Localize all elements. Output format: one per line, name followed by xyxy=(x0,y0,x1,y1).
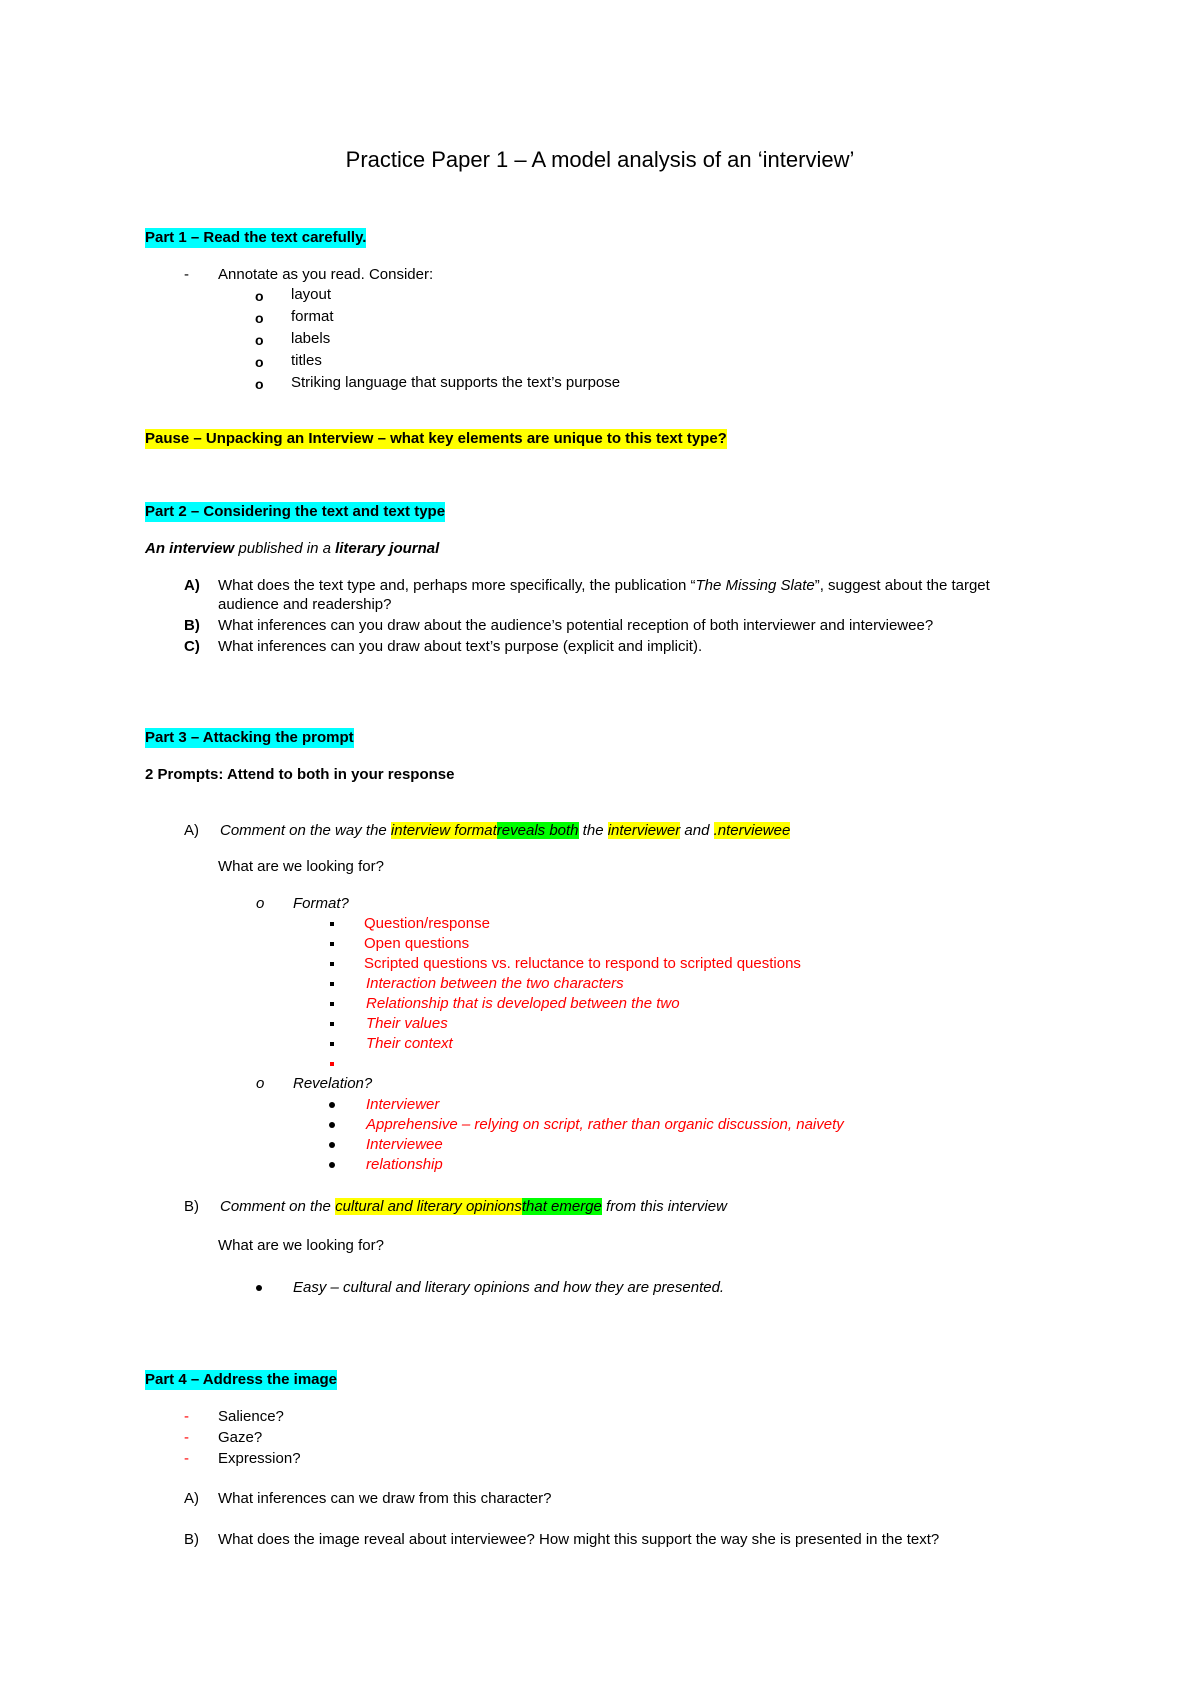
part1-bullet: o xyxy=(255,310,264,326)
part2-q-b-text: What inferences can you draw about the audience’s potential reception of both interviewer and interviewee? xyxy=(218,617,934,634)
part2-sub-c: literary journal xyxy=(335,540,440,557)
revelation-label: Revelation? xyxy=(293,1075,373,1092)
part2-q-c-text: What inferences can you draw about text’s purpose (explicit and implicit). xyxy=(218,638,703,655)
part3-heading: Part 3 – Attacking the prompt xyxy=(145,729,354,746)
square-bullet xyxy=(330,994,334,1014)
prompt-a-looking: What are we looking for? xyxy=(218,858,384,875)
part2-q-b-label: B) xyxy=(184,617,200,634)
part1-item-format: format xyxy=(291,308,334,325)
part4-q-b-text: What does the image reveal about interviewee? How might this support the way she is presented in the text? xyxy=(218,1531,940,1548)
part4-dash: - xyxy=(184,1450,189,1467)
part1-item-titles: titles xyxy=(291,352,322,369)
format-item-interaction: Interaction between the two characters xyxy=(366,975,624,992)
part1-bullet: o xyxy=(255,376,264,392)
part1-item-striking: Striking language that supports the text’s purpose xyxy=(291,374,621,391)
part4-item-salience: Salience? xyxy=(218,1408,284,1425)
square-bullet-empty xyxy=(330,1054,334,1074)
revelation-item-interviewee: Interviewee xyxy=(366,1136,443,1153)
part4-q-a-text: What inferences can we draw from this character? xyxy=(218,1490,552,1507)
part1-item-layout: layout xyxy=(291,286,332,303)
part4-dash: - xyxy=(184,1429,189,1446)
part4-heading: Part 4 – Address the image xyxy=(145,1371,338,1388)
prompt-b-text xyxy=(220,1197,727,1217)
dot-bullet xyxy=(329,1115,335,1135)
revelation-bullet: o xyxy=(256,1075,265,1092)
square-bullet xyxy=(330,1014,334,1034)
square-bullet xyxy=(330,914,334,934)
part1-intro: Annotate as you read. Consider: xyxy=(218,266,434,283)
revelation-item-apprehensive: Apprehensive – relying on script, rather than organic discussion, naivety xyxy=(366,1116,844,1133)
part2-q-a-pre: What does the text type and, perhaps more specifically, the publication “ xyxy=(218,577,696,594)
part2-q-a-line2: audience and readership? xyxy=(218,596,392,613)
part4-item-gaze: Gaze? xyxy=(218,1429,263,1446)
part1-dash: - xyxy=(184,266,189,283)
prompt-a-highlight-reveals: reveals both xyxy=(496,822,579,839)
prompt-b-item: Easy – cultural and literary opinions and how they are presented. xyxy=(293,1279,725,1296)
prompt-b-looking: What are we looking for? xyxy=(218,1237,384,1254)
part2-q-a-line1 xyxy=(218,576,990,596)
prompt-a-label: A) xyxy=(184,822,199,839)
dot-bullet xyxy=(329,1135,335,1155)
page-title: Practice Paper 1 – A model analysis of an ‘interview’ xyxy=(345,147,855,172)
prompt-a-highlight-interviewer: interviewer xyxy=(607,822,681,839)
format-bullet: o xyxy=(256,895,265,912)
part1-bullet: o xyxy=(255,288,264,304)
format-label: Format? xyxy=(293,895,349,912)
pause-heading: Pause – Unpacking an Interview – what key elements are unique to this text type? xyxy=(145,430,727,447)
part1-heading: Part 1 – Read the text carefully. xyxy=(145,229,367,246)
prompts-heading: 2 Prompts: Attend to both in your response xyxy=(145,766,455,783)
format-item-question-response: Question/response xyxy=(364,915,490,932)
dot-bullet xyxy=(256,1278,262,1298)
part4-q-a-label: A) xyxy=(184,1490,199,1507)
square-bullet xyxy=(330,934,334,954)
part1-item-labels: labels xyxy=(291,330,331,347)
revelation-item-interviewer: Interviewer xyxy=(366,1096,440,1113)
part4-item-expression: Expression? xyxy=(218,1450,301,1467)
part2-q-a-post: ”, suggest about the target xyxy=(814,577,990,594)
square-bullet xyxy=(330,974,334,994)
prompt-b-label: B) xyxy=(184,1198,199,1215)
square-bullet xyxy=(330,954,334,974)
revelation-item-relationship: relationship xyxy=(366,1156,443,1173)
prompt-b-seg: from this interview xyxy=(601,1198,727,1215)
prompt-a-text xyxy=(220,821,790,841)
prompt-b-highlight-opinions: cultural and literary opinions xyxy=(335,1198,522,1215)
part2-heading: Part 2 – Considering the text and text type xyxy=(145,503,446,520)
format-item-open-questions: Open questions xyxy=(364,935,470,952)
format-item-context: Their context xyxy=(366,1035,453,1052)
prompt-a-highlight-format: interview format xyxy=(390,822,497,839)
prompt-a-seg: the xyxy=(578,822,608,839)
part1-bullet: o xyxy=(255,354,264,370)
part4-dash: - xyxy=(184,1408,189,1425)
prompt-a-seg: and xyxy=(680,822,714,839)
part1-bullet: o xyxy=(255,332,264,348)
prompt-a-highlight-interviewee: .nterviewee xyxy=(713,822,791,839)
part2-q-c-label: C) xyxy=(184,638,200,655)
format-item-relationship: Relationship that is developed between the two xyxy=(366,995,680,1012)
part2-q-a-label: A) xyxy=(184,577,200,594)
publication-name: The Missing Slate xyxy=(695,577,815,594)
prompt-b-highlight-emerge: that emerge xyxy=(521,1198,602,1215)
part4-q-b-label: B) xyxy=(184,1531,199,1548)
part2-sub-a: An interview xyxy=(145,540,235,557)
prompt-a-seg: Comment on the way the xyxy=(220,822,391,839)
prompt-b-seg: Comment on the xyxy=(220,1198,336,1215)
square-bullet xyxy=(330,1034,334,1054)
format-item-values: Their values xyxy=(366,1015,448,1032)
format-item-scripted: Scripted questions vs. reluctance to respond to scripted questions xyxy=(364,955,801,972)
part2-sub-b: published in a xyxy=(234,540,336,557)
part2-subheading xyxy=(145,539,439,559)
dot-bullet xyxy=(329,1155,335,1175)
dot-bullet xyxy=(329,1095,335,1115)
